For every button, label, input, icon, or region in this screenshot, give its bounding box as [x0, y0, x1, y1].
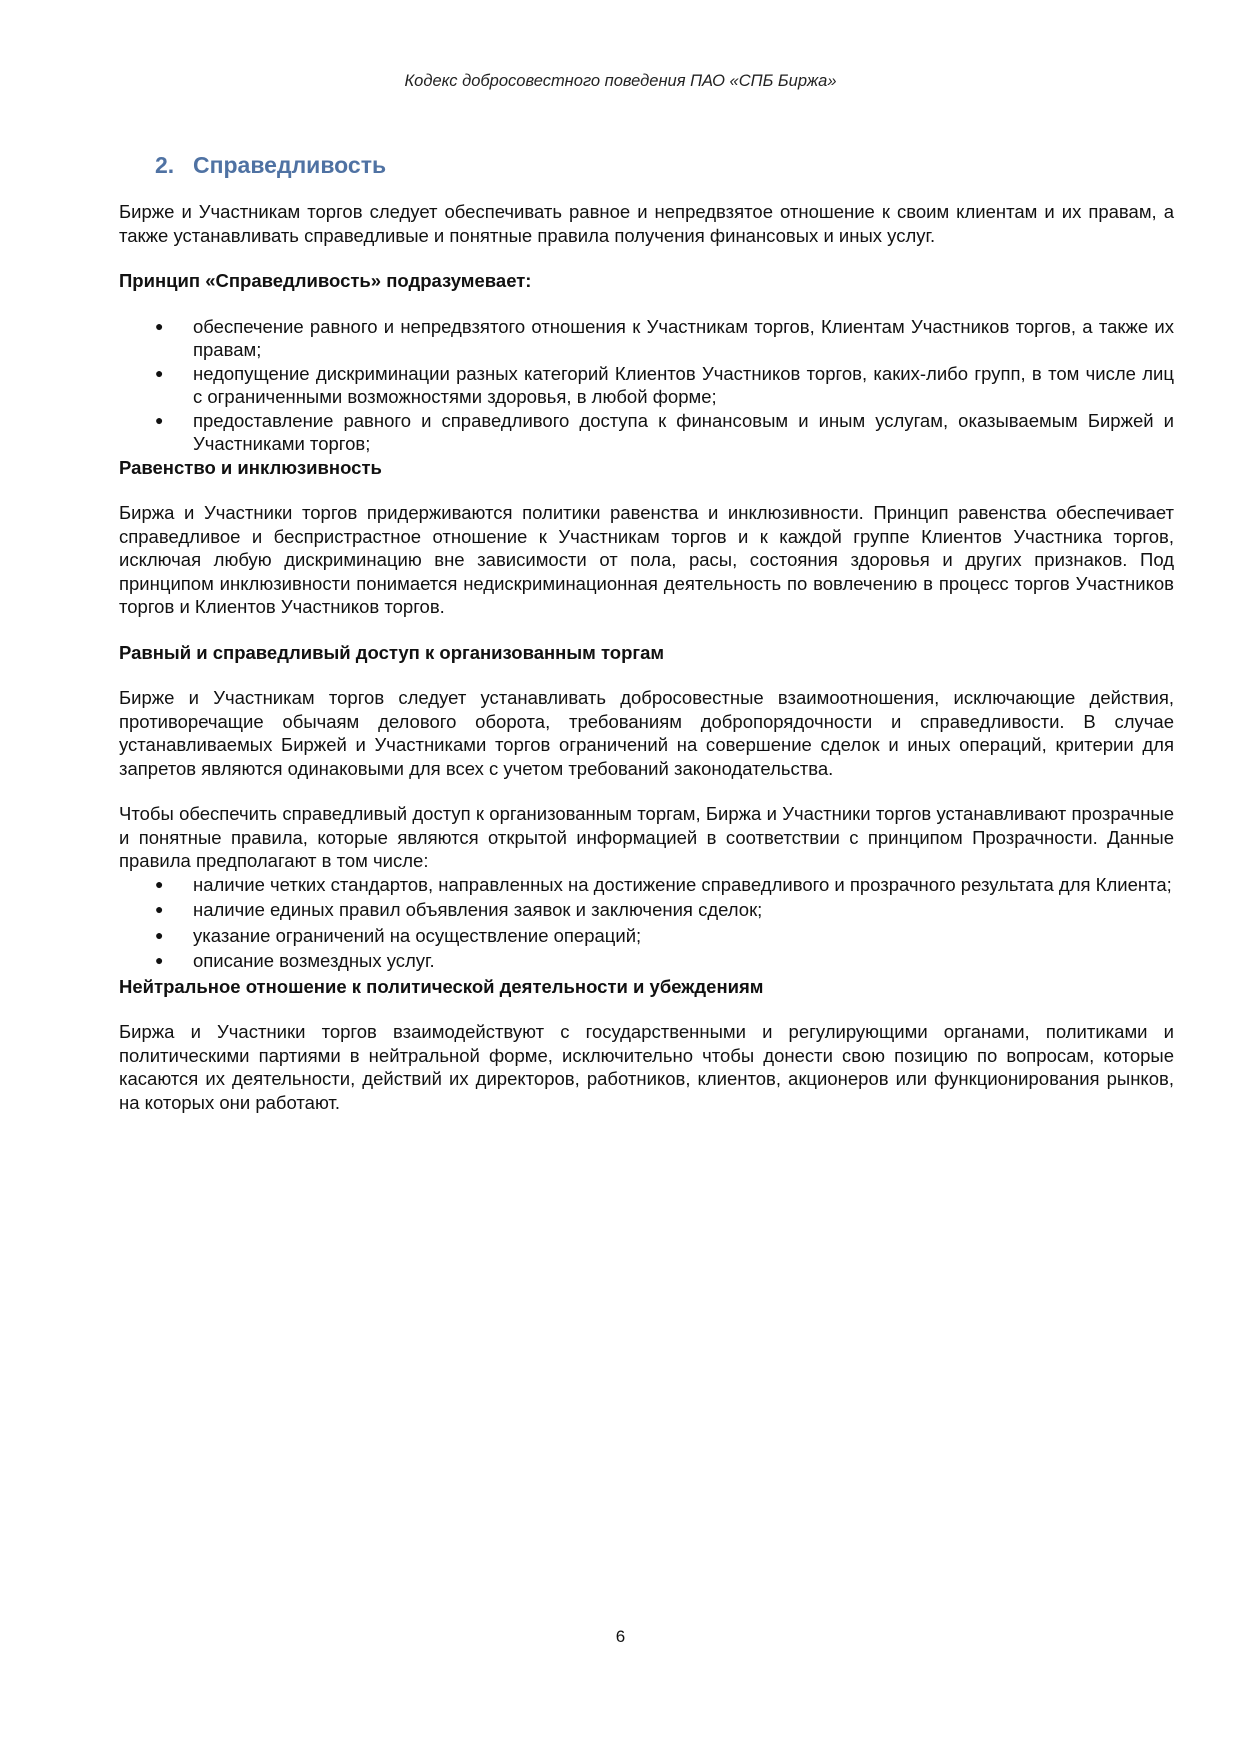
access-list	[119, 873, 1174, 973]
bullet-icon: ●	[155, 952, 164, 968]
section-number: 2.	[155, 152, 175, 178]
bullet-icon: ●	[155, 364, 164, 381]
page-content	[119, 150, 1174, 1136]
bullet-icon: ●	[155, 411, 164, 428]
list-item: ● указание ограничений на осуществление операций;	[155, 924, 642, 946]
access-paragraph-2: Чтобы обеспечить справедливый доступ к организованным торгам, Биржа и Участники торгов устанавливают прозрачные и понятные правила, которые являются открытой информацией в соответствии с принципом Прозрачности. Данные правила предполагают в том числе:	[119, 803, 1174, 871]
equality-heading: Равенство и инклюзивность	[119, 456, 382, 478]
neutral-paragraph: Биржа и Участники торгов взаимодействуют с государственными и регулирующими органами, политиками и политическими партиями в нейтральной форме, исключительно чтобы донести свою позицию по вопросам, которые касаются их деятельности, действий их директоров, работников, клиентов, акционеров или функционирования рынков, на которых они работают.	[119, 1021, 1174, 1113]
section-title: Справедливость	[193, 152, 387, 178]
page-number: 6	[615, 1627, 626, 1646]
bullet-icon: ●	[155, 317, 164, 334]
access-heading: Равный и справедливый доступ к организованным торгам	[119, 641, 665, 663]
intro-paragraph: Бирже и Участникам торгов следует обеспечивать равное и непредвзятое отношение к своим клиентам и их правам, а также устанавливать справедливые и понятные правила получения финансовых и иных услуг.	[119, 201, 1174, 246]
list-item: ● наличие четких стандартов, направленных на достижение справедливого и прозрачного результата для Клиента;	[155, 873, 1172, 895]
list-item: ● наличие единых правил объявления заявок и заключения сделок;	[155, 899, 763, 920]
list-item: ● описание возмездных услуг.	[155, 950, 435, 971]
list-item: ● обеспечение равного и непредвзятого отношения к Участникам торгов, Клиентам Участников торгов, а также их правам;	[155, 315, 1174, 360]
neutral-heading: Нейтральное отношение к политической деятельности и убеждениям	[119, 975, 764, 997]
principle-heading: Принцип «Справедливость» подразумевает:	[119, 270, 532, 291]
list-item: ● предоставление равного и справедливого доступа к финансовым и иным услугам, оказываемым Биржей и Участниками торгов;	[155, 409, 1174, 454]
principle-list	[119, 315, 1174, 456]
bullet-icon: ●	[155, 875, 164, 892]
running-header: Кодекс добросовестного поведения ПАО «СПБ Биржа»	[404, 72, 837, 90]
equality-paragraph: Биржа и Участники торгов придерживаются политики равенства и инклюзивности. Принцип равенства обеспечивает справедливое и беспристрастное отношение к Участникам торгов и к каждой группе Клиентов Участника торгов, исключая любую дискриминацию вне зависимости от пола, расы, состояния здоровья и других признаков. Под принципом инклюзивности понимается недискриминационная деятельность по вовлечению в процесс торгов Участников торгов и Клиентов Участников торгов.	[119, 502, 1174, 617]
bullet-icon: ●	[155, 926, 164, 943]
section-heading	[155, 150, 1174, 180]
bullet-icon: ●	[155, 901, 164, 917]
list-item: ● недопущение дискриминации разных категорий Клиентов Участников торгов, каких-либо групп, в том числе лиц с ограниченными возможностями здоровья, в любой форме;	[155, 362, 1174, 407]
access-paragraph-1: Бирже и Участникам торгов следует устанавливать добросовестные взаимоотношения, исключающие действия, противоречащие обычаям делового оборота, требованиям добропорядочности и справедливости. В случае устанавливаемых Биржей и Участниками торгов ограничений на совершение сделок и иных операций, критерии для запретов являются одинаковыми для всех с учетом требований законодательства.	[119, 687, 1174, 779]
